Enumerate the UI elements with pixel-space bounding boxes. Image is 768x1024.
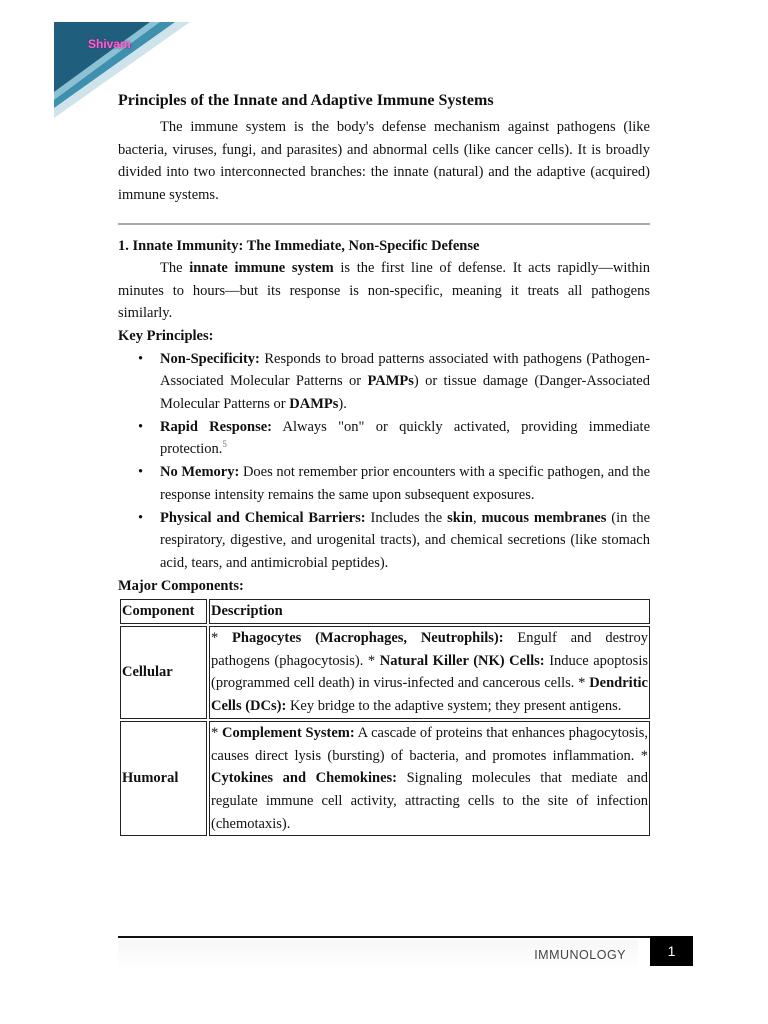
footnote-marker: 5 xyxy=(222,439,227,450)
para-bold-term: innate immune system xyxy=(189,259,334,276)
section-paragraph xyxy=(118,257,650,325)
table-cell-component: Humoral xyxy=(120,721,207,837)
cell-text: Signaling molecules that mediate and regulate immune cell activity, attracting cells to the site of infection (chemotaxis). xyxy=(211,770,648,832)
table-cell-component: Cellular xyxy=(120,626,207,719)
cell-text: Key bridge to the adaptive system; they present antigens. xyxy=(286,698,622,715)
para-text: The xyxy=(160,259,190,276)
bullet-text: Always "on" or quickly activated, providing immediate protection. xyxy=(160,418,651,458)
bullet-text: , xyxy=(472,509,482,526)
key-principles-heading: Key Principles: xyxy=(118,327,214,344)
bullet-text: ). xyxy=(338,396,347,413)
cell-bold: Complement System: xyxy=(222,724,355,741)
key-principles-list xyxy=(118,348,650,575)
list-item xyxy=(160,416,650,461)
cell-bold: Cytokines and Chemokines: xyxy=(211,770,397,787)
cell-text: * xyxy=(211,630,233,647)
section-divider xyxy=(118,223,650,225)
bullet-term: Physical and Chemical Barriers: xyxy=(160,509,366,526)
major-components-heading: Major Components: xyxy=(118,577,244,594)
cell-bold: Dendritic Cells (DCs): xyxy=(211,675,648,715)
cell-text: Induce apoptosis (programmed cell death) in virus-infected and cancerous cells. * xyxy=(211,652,648,692)
list-item xyxy=(160,461,650,506)
footer-rule xyxy=(118,936,650,938)
table-cell-description xyxy=(209,721,650,837)
bullet-bold: mucous membranes xyxy=(481,509,607,526)
cell-bold: Phagocytes (Macrophages, Neutrophils): xyxy=(232,630,504,647)
bullet-bold: skin xyxy=(447,509,473,526)
document-body xyxy=(118,90,650,838)
bullet-bold: PAMPs xyxy=(367,373,414,390)
table-row xyxy=(120,721,650,837)
para-text: is the first line of defense. It acts rapidly—within minutes to hours—but its response is non-specific, meaning it treats all pathogens similarly. xyxy=(118,259,650,322)
cell-text: * xyxy=(211,724,223,741)
table-header-row xyxy=(120,599,650,624)
bullet-term: No Memory: xyxy=(160,464,240,481)
bullet-text: Responds to broad patterns associated with pathogens (Pathogen-Associated Molecular Patterns or xyxy=(160,350,650,390)
cell-text: A cascade of proteins that enhances phagocytosis, causes direct lysis (bursting) of bacteria, and promotes inflammation. * xyxy=(211,724,648,764)
cell-text: Engulf and destroy pathogens (phagocytosis). * xyxy=(211,630,649,669)
bullet-text: Does not remember prior encounters with a specific pathogen, and the response intensity remains the same upon subsequent exposures. xyxy=(160,464,651,503)
footer-label: IMMUNOLOGY xyxy=(534,948,626,962)
intro-paragraph: The immune system is the body's defense mechanism against pathogens (like bacteria, viruses, fungi, and parasites) and abnormal cells (like cancer cells). It is broadly divided into two interconnected branches: the innate (natural) and the adaptive (acquired) immune systems. xyxy=(118,119,650,204)
table-row xyxy=(120,626,650,719)
components-table xyxy=(118,597,652,838)
bullet-term: Non-Specificity: xyxy=(160,350,260,367)
author-name: Shivam xyxy=(88,37,131,51)
document-title: Principles of the Innate and Adaptive Immune Systems xyxy=(118,92,494,109)
bullet-text: ) or tissue damage (Danger-Associated Molecular Patterns or xyxy=(160,373,650,413)
bullet-text: (in the respiratory, digestive, and urogenital tracts), and chemical secretions (like stomach acid, tears, and antimicrobial peptides). xyxy=(160,509,651,571)
footer xyxy=(118,940,638,970)
list-item xyxy=(160,507,650,575)
page-number: 1 xyxy=(650,936,693,966)
table-cell-description xyxy=(209,626,650,719)
bullet-text: Includes the xyxy=(365,509,448,526)
cell-bold: Natural Killer (NK) Cells: xyxy=(379,652,545,669)
section-heading: 1. Innate Immunity: The Immediate, Non-Specific Defense xyxy=(118,237,480,254)
table-header-cell: Component xyxy=(120,599,207,624)
bullet-bold: DAMPs xyxy=(289,396,339,413)
list-item xyxy=(160,348,650,416)
bullet-term: Rapid Response: xyxy=(160,418,273,435)
table-header-cell: Description xyxy=(209,599,650,624)
